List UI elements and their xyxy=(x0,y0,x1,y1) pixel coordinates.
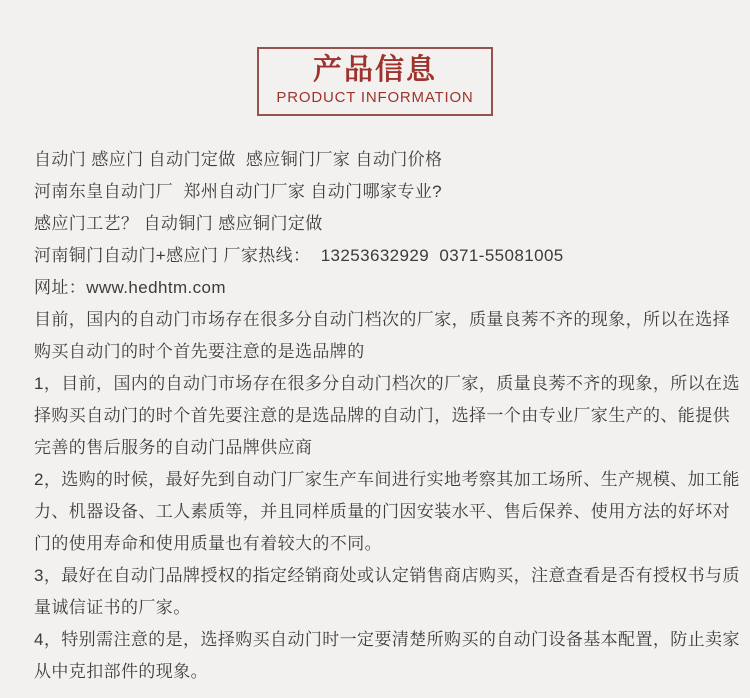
section-subtitle: PRODUCT INFORMATION xyxy=(276,89,474,106)
text-line: 4，特别需注意的是，选择购买自动门时一定要清楚所购买的自动门设备基本配置，防止卖家 xyxy=(34,630,740,649)
text-line: 从中克扣部件的现象。 xyxy=(34,662,208,681)
text-line: 1，目前，国内的自动门市场存在很多分自动门档次的厂家，质量良莠不齐的现象，所以在选 xyxy=(34,374,740,393)
text-line: 自动门 感应门 自动门定做 感应铜门厂家 自动门价格 xyxy=(34,150,443,169)
product-description xyxy=(34,144,750,688)
text-line: 3，最好在自动门品牌授权的指定经销商处或认定销售商店购买，注意查看是否有授权书与质 xyxy=(34,566,740,585)
text-line: 目前，国内的自动门市场存在很多分自动门档次的厂家，质量良莠不齐的现象，所以在选择 xyxy=(34,310,730,329)
text-line: 河南铜门自动门+感应门 厂家热线： 13253632929 0371-55081005 xyxy=(34,246,564,265)
text-line: 完善的售后服务的自动门品牌供应商 xyxy=(34,438,313,457)
section-title: 产品信息 xyxy=(312,54,437,86)
text-line: 感应门工艺？ 自动铜门 感应铜门定做 xyxy=(34,214,323,233)
page-header xyxy=(0,0,750,116)
text-line: 门的使用寿命和使用质量也有着较大的不同。 xyxy=(34,534,382,553)
text-line: 量诚信证书的厂家。 xyxy=(34,598,191,617)
text-line: 择购买自动门的时个首先要注意的是选品牌的自动门，选择一个由专业厂家生产的、能提供 xyxy=(34,406,730,425)
text-line: 2，选购的时候，最好先到自动门厂家生产车间进行实地考察其加工场所、生产规模、加工能 xyxy=(34,470,740,489)
text-line: 购买自动门的时个首先要注意的是选品牌的 xyxy=(34,342,365,361)
text-line: 网址：www.hedhtm.com xyxy=(34,278,226,297)
text-line: 力、机器设备、工人素质等，并且同样质量的门因安装水平、售后保养、使用方法的好坏对 xyxy=(34,502,730,521)
text-line: 河南东皇自动门厂 郑州自动门厂家 自动门哪家专业? xyxy=(34,182,443,201)
section-title-box xyxy=(257,47,492,116)
